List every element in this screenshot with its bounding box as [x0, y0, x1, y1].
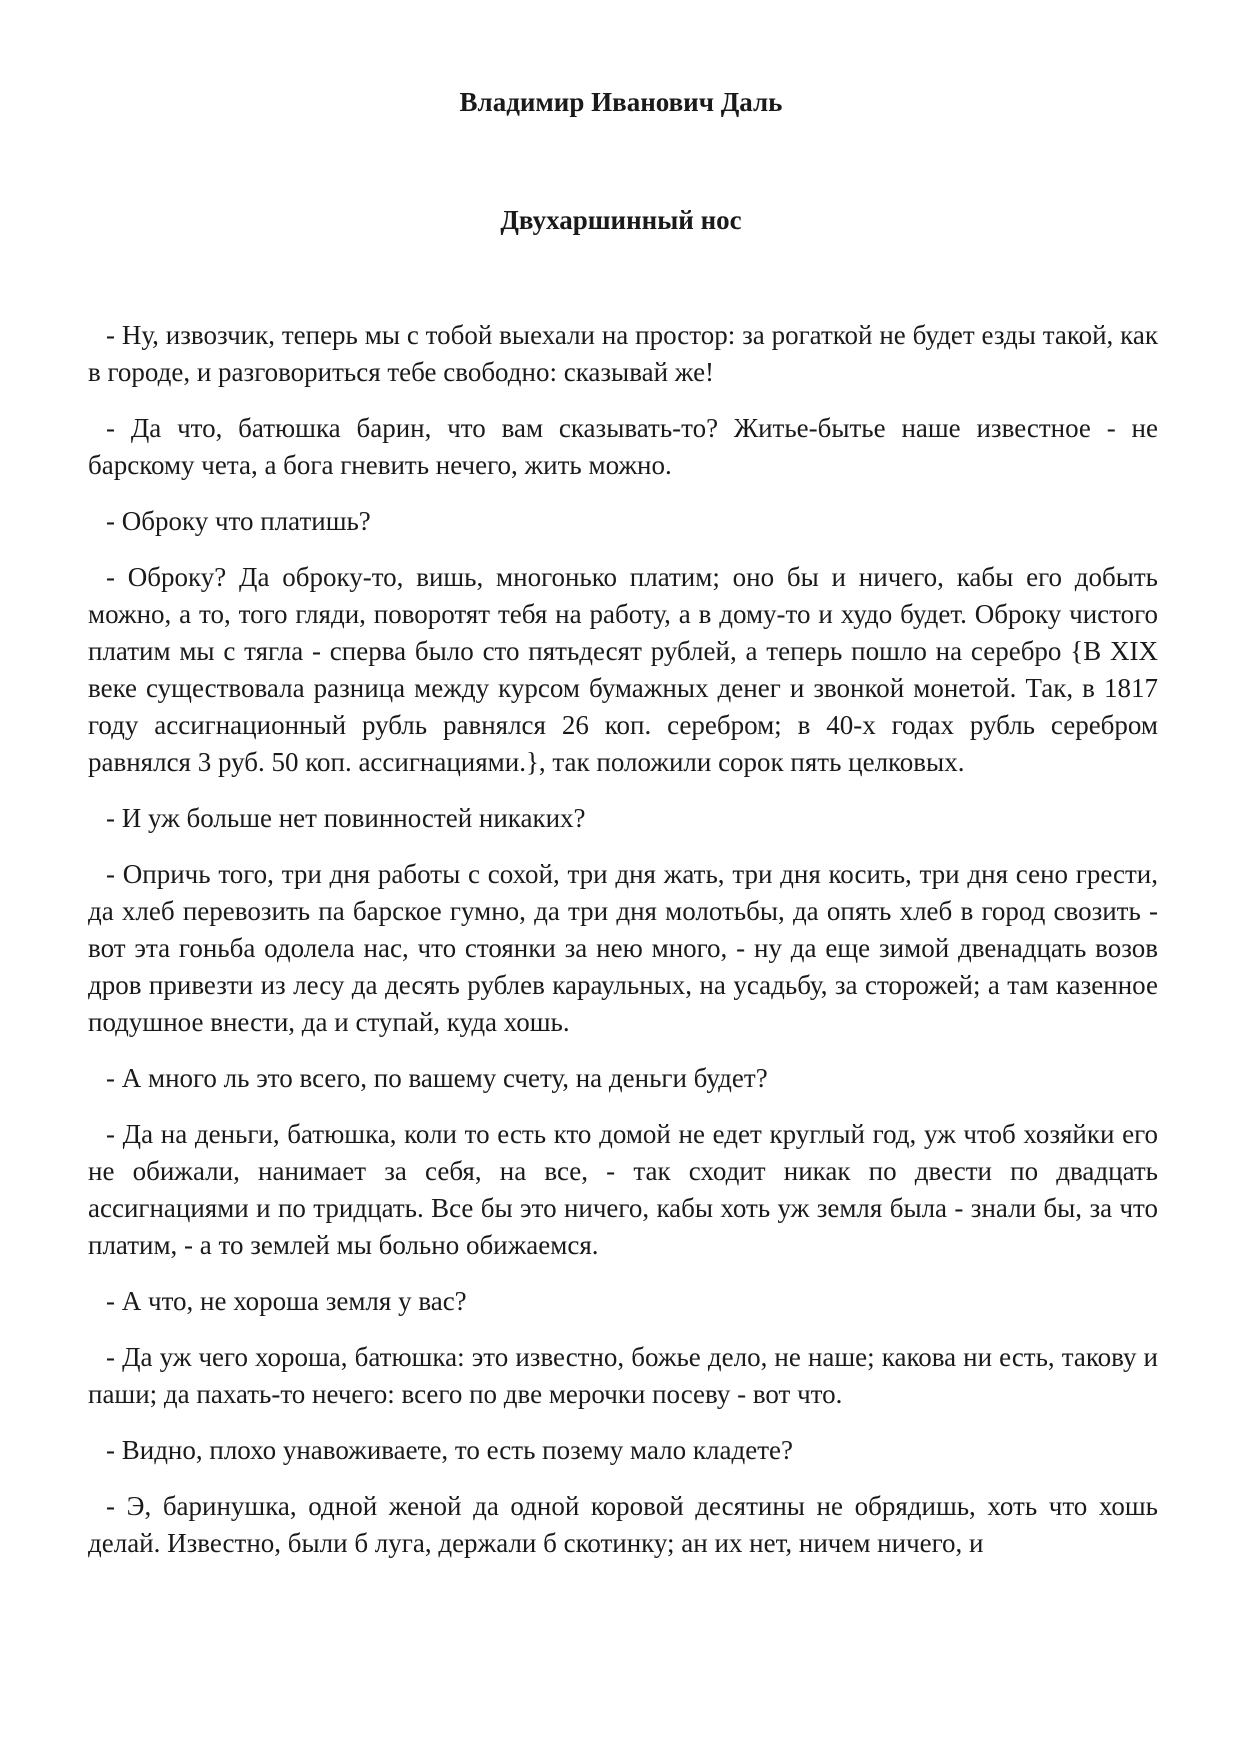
paragraph: - Оброку что платишь?: [106, 506, 371, 536]
story-text: [88, 317, 1158, 1581]
paragraph: - Оброку? Да оброку-то, вишь, многонько платим; оно бы и ничего, кабы его добыть можно, а то, того гляди, поворотят тебя на работу, а в дому-то и худо будет. Оброку чистого платим мы с тягла - сперва было сто пятьдесят рублей, а теперь пошло на серебро {В XIX веке существовала разница между курсом бумажных денег и звонкой монетой. Так, в 1817 году ассигнационный рубль равнялся 26 коп. серебром; в 40-х годах рубль серебром равнялся 3 руб. 50 коп. ассигнациями.}, так положили сорок пять целковых.: [88, 562, 1158, 777]
paragraph: - Э, баринушка, одной женой да одной коровой десятины не обрядишь, хоть что хошь делай. Известно, были б луга, держали б скотинку; ан их нет, ничем ничего, и: [88, 1491, 1158, 1558]
paragraph: - И уж больше нет повинностей никаких?: [106, 803, 586, 833]
story-title: Двухаршинный нос: [500, 205, 742, 235]
paragraph: - Да на деньги, батюшка, коли то есть кто домой не едет круглый год, уж чтоб хозяйки его не обижали, нанимает за себя, на все, - так сходит никак по двести по двадцать ассигнациями и по тридцать. Все бы это ничего, кабы хоть уж земля была - знали бы, за что платим, - а то землей мы больно обижаемся.: [88, 1119, 1158, 1260]
author-name: Владимир Иванович Даль: [459, 87, 783, 117]
paragraph: - Да уж чего хороша, батюшка: это известно, божье дело, не наше; какова ни есть, такову и паши; да пахать-то нечего: всего по две мерочки посеву - вот что.: [88, 1342, 1158, 1409]
paragraph: - А много ль это всего, по вашему счету, на деньги будет?: [106, 1063, 768, 1093]
paragraph: - Опричь того, три дня работы с сохой, три дня жать, три дня косить, три дня сено грести, да хлеб перевозить па барское гумно, да три дня молотьбы, да опять хлеб в город свозить - вот эта гоньба одолела нас, что стоянки за нею много, - ну да еще зимой двенадцать возов дров привезти из лесу да десять рублев караульных, на усадьбу, за сторожей; а там казенное подушное внести, да и ступай, куда хошь.: [88, 859, 1158, 1037]
paragraph: - Видно, плохо унавоживаете, то есть позему мало кладете?: [106, 1435, 793, 1465]
paragraph: - Ну, извозчик, теперь мы с тобой выехали на простор: за рогаткой не будет езды такой, как в городе, и разговориться тебе свободно: сказывай же!: [88, 320, 1158, 387]
paragraph: - А что, не хороша земля у вас?: [106, 1286, 467, 1316]
paragraph: - Да что, батюшка барин, что вам сказывать-то? Житье-бытье наше известное - не барскому чета, а бога гневить нечего, жить можно.: [88, 413, 1158, 480]
